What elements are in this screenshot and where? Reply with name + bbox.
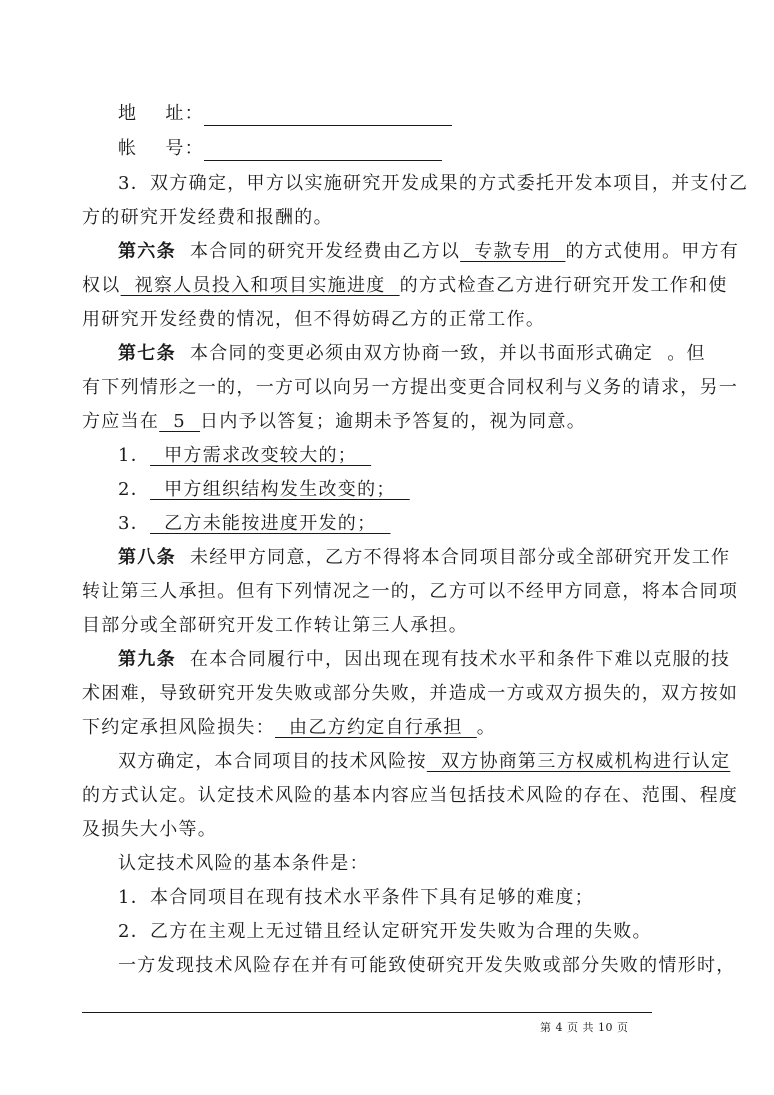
- fill-in-value: 5: [159, 411, 201, 432]
- paragraph-line: 目部分或全部研究开发工作转让第三人承担。: [82, 615, 468, 636]
- paragraph-line: 术困难，导致研究开发失败或部分失败，并造成一方或双方损失的，双方按如: [82, 683, 739, 704]
- article-9-line-1: 第九条 在本合同履行中，因出现在现有技术水平和条件下难以克服的技: [118, 649, 731, 670]
- article-9-line-3: 下约定承担风险损失： 由乙方约定自行承担 。: [82, 717, 497, 738]
- list-item: 2．乙方在主观上无过错且经认定研究开发失败为合理的失败。: [118, 921, 652, 942]
- account-label: 帐 号：: [118, 138, 204, 159]
- article-9-title: 第九条: [118, 649, 176, 670]
- account-blank: [204, 140, 442, 161]
- address-blank: [204, 105, 452, 126]
- list-item: 2． 甲方组织结构发生改变的；: [118, 479, 410, 500]
- article-6-line-2: 权以 视察人员投入和项目实施进度 的方式检查乙方进行研究开发工作和使: [82, 275, 728, 296]
- paragraph-line: 及损失大小等。: [82, 819, 218, 840]
- article-7-line-3: 方应当在 5 日内予以答复；逾期未予答复的，视为同意。: [82, 411, 587, 432]
- article-6-title: 第六条: [118, 241, 176, 262]
- fill-in-value: 双方协商第三方权威机构进行认定: [426, 751, 731, 772]
- fill-in-value: 专款专用: [460, 241, 566, 262]
- fill-in-value: 视察人员投入和项目实施进度: [120, 275, 400, 296]
- paragraph-line: 用研究开发经费的情况，但不得妨碍乙方的正常工作。: [82, 309, 546, 330]
- article-8-line-1: 第八条 未经甲方同意，乙方不得将本合同项目部分或全部研究开发工作: [118, 547, 731, 568]
- paragraph-line: 的方式认定。认定技术风险的基本内容应当包括技术风险的存在、范围、程度: [82, 785, 739, 806]
- address-field-row: [118, 102, 702, 126]
- list-item: 1． 甲方需求改变较大的；: [118, 445, 372, 466]
- list-item: 3． 乙方未能按进度开发的；: [118, 513, 391, 534]
- list-item: 1．本合同项目在现有技术水平条件下具有足够的难度；: [118, 887, 594, 908]
- paragraph-line: 转让第三人承担。但有下列情况之一的，乙方可以不经甲方同意，将本合同项: [82, 581, 739, 602]
- paragraph-line: 一方发现技术风险存在并有可能致使研究开发失败或部分失败的情形时，: [118, 955, 736, 976]
- paragraph-line: 有下列情形之一的，一方可以向另一方提出变更合同权利与义务的请求，另一: [82, 377, 739, 398]
- article-7-title: 第七条: [118, 343, 176, 364]
- paragraph-line: 方的研究开发经费和报酬的。: [82, 207, 333, 228]
- paragraph-line: 3．双方确定，甲方以实施研究开发成果的方式委托开发本项目，并支付乙: [118, 173, 749, 194]
- paragraph-line: 认定技术风险的基本条件是：: [118, 853, 369, 874]
- account-field-row: [118, 137, 702, 161]
- risk-line-1: 双方确定，本合同项目的技术风险按 双方协商第三方权威机构进行认定: [118, 751, 731, 772]
- fill-in-value: 由乙方约定自行承担: [275, 717, 477, 738]
- address-label: 地 址：: [118, 103, 204, 124]
- page-number: 第 4 页 共 10 页: [540, 1021, 629, 1034]
- footer-rule: [82, 1012, 652, 1013]
- article-7-line-1: 第七条 本合同的变更必须由双方协商一致，并以书面形式确定 。但: [118, 343, 706, 364]
- article-6-line-1: 第六条 本合同的研究开发经费由乙方以 专款专用 的方式使用。甲方有: [118, 241, 740, 262]
- article-8-title: 第八条: [118, 547, 176, 568]
